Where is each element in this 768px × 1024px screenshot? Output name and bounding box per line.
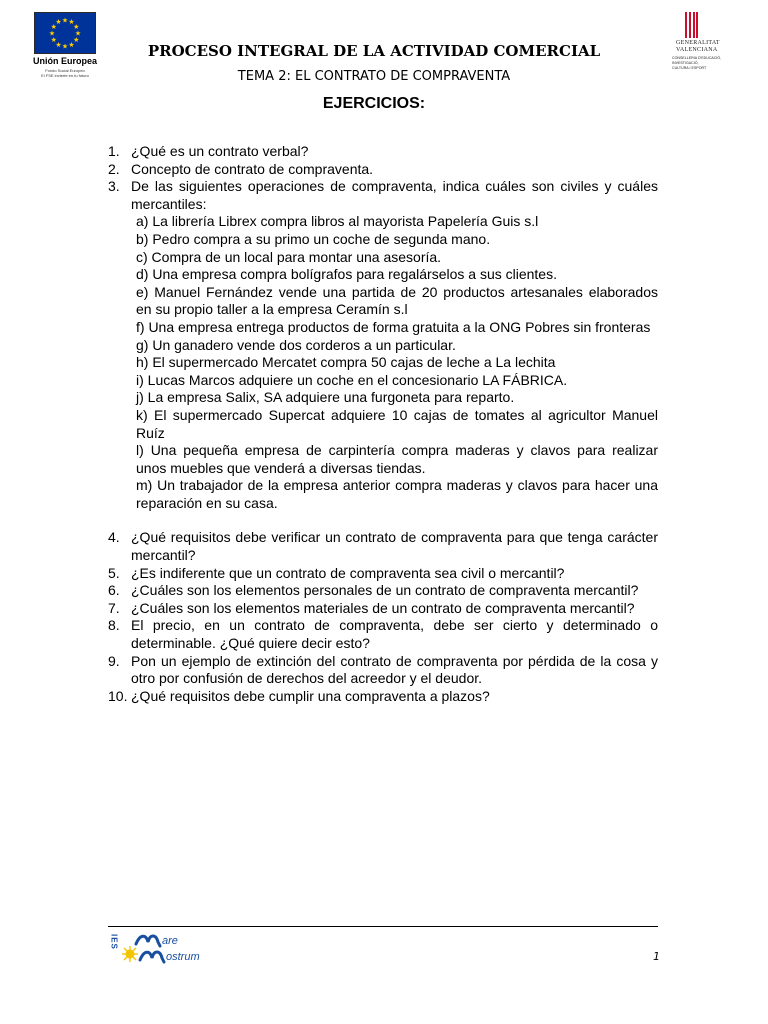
question-number: 5. (108, 564, 120, 581)
sub-item: d) Una empresa compra bolígrafos para regalárselos a sus clientes. (136, 266, 557, 283)
eu-star-icon: ★ (48, 29, 56, 38)
question-number: 3. (108, 178, 120, 195)
footer-divider (108, 926, 658, 927)
generalitat-dept-line1: CONSELLERIA D'EDUCACIÓ, INVESTIGACIÓ, (672, 56, 722, 65)
school-logo-m-icon (140, 952, 164, 962)
school-logo-ies: IES (110, 934, 119, 950)
question-text: El precio, en un contrato de compraventa, debe ser cierto y determinado o determinable. ¿Qué quiere decir esto? (131, 617, 658, 652)
eu-star-icon: ★ (73, 23, 80, 31)
question-number: 2. (108, 160, 120, 177)
question-text: ¿Cuáles son los elementos personales de un contrato de compraventa mercantil? (131, 582, 639, 599)
sub-item-list (136, 213, 658, 512)
question-number: 6. (108, 582, 120, 599)
question-item (108, 582, 658, 600)
sub-item: l) Una pequeña empresa de carpintería compra maderas y clavos para realizar unos muebles que venderá a diversas tiendas. (136, 442, 658, 476)
exercises-heading: EJERCICIOS: (322, 95, 426, 112)
eu-star-icon: ★ (55, 18, 62, 27)
sub-item: j) La empresa Salix, SA adquiere una furgoneta para reparto. (136, 389, 515, 406)
sub-item: f) Una empresa entrega productos de forma gratuita a la ONG Pobres sin fronteras (136, 318, 651, 335)
sub-item: e) Manuel Fernández vende una partida de 20 productos artesanales elaborados en su propio taller a la empresa Ceramín s.l (136, 283, 658, 318)
eu-fund-line2: El FSE invierte en tu futuro (41, 73, 89, 78)
question-text: ¿Cuáles son los elementos materiales de un contrato de compraventa mercantil? (131, 599, 635, 616)
question-number: 8. (108, 617, 120, 634)
question-text: ¿Qué requisitos debe verificar un contrato de compraventa para que tenga carácter mercantil? (131, 529, 658, 564)
page-number: 1 (653, 950, 660, 963)
question-number: 7. (108, 599, 120, 616)
eu-star-icon: ★ (61, 16, 69, 25)
eu-star-icon: ★ (50, 36, 57, 44)
eu-star-icon: ★ (55, 40, 62, 49)
eu-logo-fund (32, 68, 98, 78)
sub-item: c) Compra de un local para montar una asesoría. (136, 248, 442, 265)
question-text: Pon un ejemplo de extinción del contrato de compraventa por pérdida de la cosa y otro por confusión de derechos del acreedor y el deudor. (131, 652, 658, 687)
question-number: 9. (108, 652, 120, 669)
question-text: Concepto de contrato de compraventa. (131, 160, 374, 177)
question-item (108, 600, 658, 618)
generalitat-logo (672, 12, 736, 84)
eu-flag-icon (34, 12, 96, 54)
sub-item: b) Pedro compra a su primo un coche de segunda mano. (136, 230, 491, 247)
question-item (108, 653, 658, 688)
sub-item: g) Un ganadero vende dos corderos a un particular. (136, 336, 456, 353)
question-item (108, 565, 658, 583)
exercise-list (108, 143, 658, 705)
generalitat-name-line1: GENERALITAT (676, 40, 720, 46)
eu-star-icon: ★ (74, 29, 82, 38)
eu-fund-line1: Fondo Social Europeo (45, 68, 85, 73)
question-item (108, 529, 658, 564)
generalitat-dept-line2: CULTURA I ESPORT (672, 66, 707, 70)
school-logo (110, 930, 250, 964)
generalitat-name-line2: VALENCIANA (676, 47, 718, 53)
school-logo-word2: ostrum (166, 951, 200, 963)
generalitat-shield-icon (684, 12, 698, 38)
sub-item: h) El supermercado Mercatet compra 50 cajas de leche a La lechita (136, 354, 556, 371)
question-text: De las siguientes operaciones de compraventa, indica cuáles son civiles y cuáles mercantiles: (131, 178, 658, 212)
eu-logo-name: Unión Europea (32, 56, 97, 66)
spacer (108, 512, 658, 529)
sun-icon (122, 946, 138, 962)
sub-item: i) Lucas Marcos adquiere un coche en el concesionario LA FÁBRICA. (136, 371, 568, 388)
generalitat-name (676, 40, 720, 54)
sub-item: k) El supermercado Supercat adquiere 10 cajas de tomates al agricultor Manuel Ruíz (136, 406, 658, 441)
sub-item: a) La librería Librex compra libros al mayorista Papelería Guis s.l (136, 213, 539, 230)
question-item (108, 617, 658, 652)
question-item (108, 161, 658, 179)
question-text: ¿Qué requisitos debe cumplir una compraventa a plazos? (131, 687, 490, 704)
eu-star-icon: ★ (73, 36, 80, 44)
question-item (108, 143, 658, 161)
document-subtitle: TEMA 2: EL CONTRATO DE COMPRAVENTA (237, 69, 511, 84)
question-text: ¿Es indiferente que un contrato de compraventa sea civil o mercantil? (131, 564, 565, 581)
question-item (108, 688, 658, 706)
eu-star-icon: ★ (61, 42, 69, 51)
question-number: 4. (108, 529, 120, 546)
eu-logo (32, 12, 98, 90)
document-title: PROCESO INTEGRAL DE LA ACTIVIDAD COMERCIAL (147, 42, 601, 60)
question-number: 10. (108, 687, 128, 704)
school-logo-m-icon (136, 936, 160, 946)
eu-star-icon: ★ (50, 23, 57, 31)
question-number: 1. (108, 143, 120, 159)
eu-star-icon: ★ (68, 18, 75, 27)
question-item (108, 178, 658, 213)
eu-star-icon: ★ (68, 40, 75, 49)
question-text: ¿Qué es un contrato verbal? (131, 143, 309, 159)
school-logo-word1: are (162, 935, 178, 947)
sub-item: m) Un trabajador de la empresa anterior compra maderas y clavos para hacer una reparación en su casa. (136, 477, 658, 511)
generalitat-department (672, 56, 736, 71)
